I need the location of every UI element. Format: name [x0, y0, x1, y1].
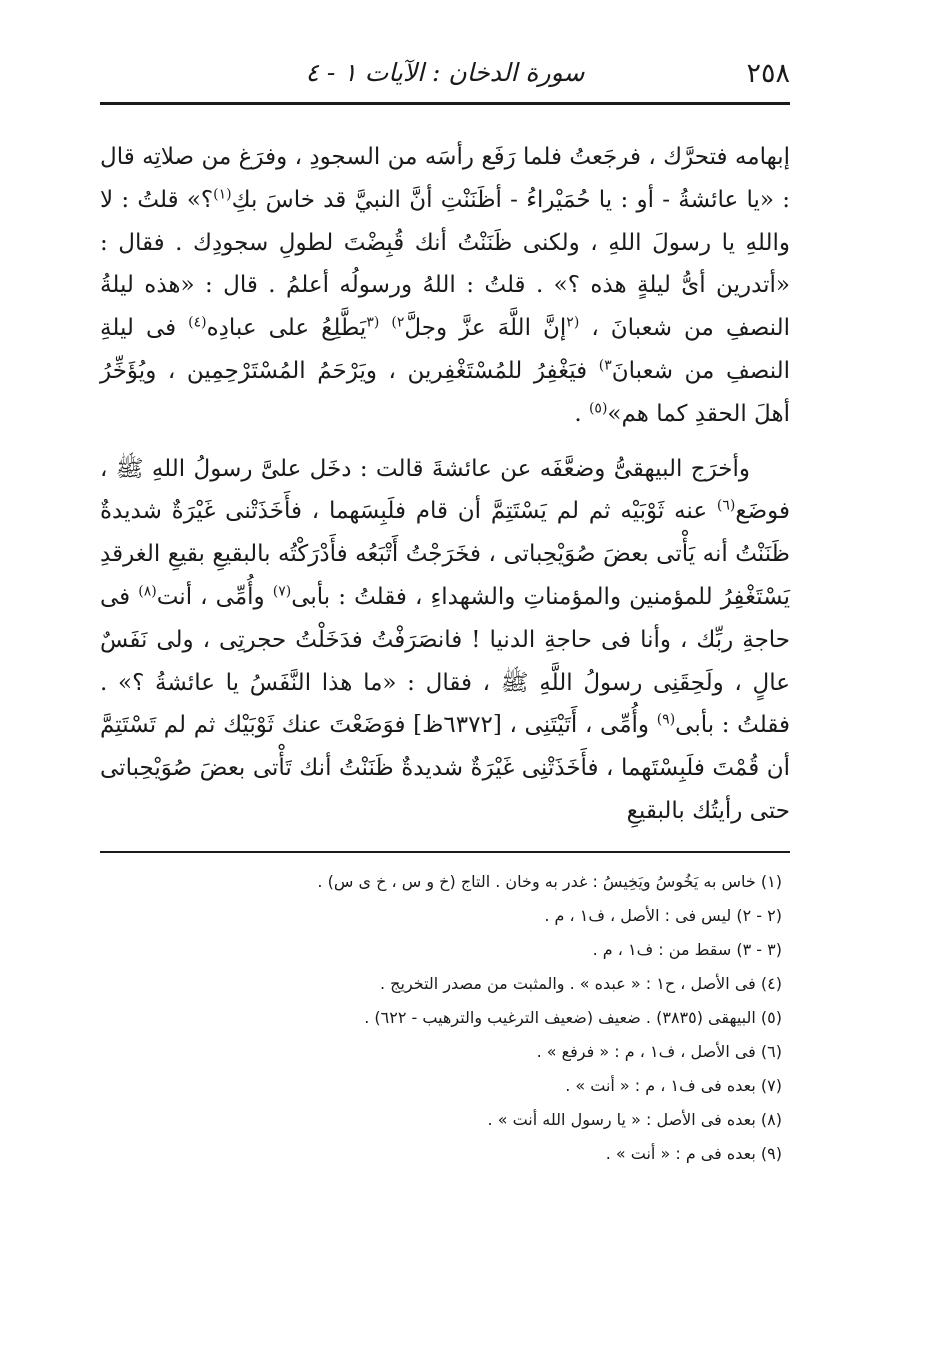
text-run: ؟» قلتُ : لا واللهِ يا: [100, 186, 791, 256]
text-run: فوضَع: [735, 498, 790, 525]
text-run: فأَخَذَتْنِى غَيْرَةٌ شديدةٌ ظَنَنْتُ أنك تَأْتى بعضَ صُوَيْحِباتى حتى رأيتُك بالبقيعِ: [100, 755, 790, 824]
footnote-marker: ٣): [598, 357, 612, 374]
text-run: وأنا فى حاجةِ الدنيا ! فانصَرَفْتُ فدَخَلْتُ حجرتِى ، ولى نَفَسٌ عالٍ ، ولَحِقَنِى: [100, 626, 790, 696]
text-run: يَأْتى بعضَ صُوَيْحِباتى ، فخَرَجْتُ أَتْبَعُه فأَدْرَكْتُه بالبقيعِ بقيعِ الغرقدِ يَسْتَغْفِرُ: [100, 541, 790, 610]
text-run: .: [574, 400, 582, 427]
text-run: وأخرَج البيهقىُّ وضعَّفَه عن عائشةَ قالت : دخَل علىَّ رسولُ اللهِ ﷺ ،: [100, 455, 750, 482]
text-run: للمؤمنين والمؤمناتِ والشهداءِ ، فقلتُ : بأبى: [291, 583, 713, 610]
text-run: إنَّ اللَّهَ: [497, 315, 567, 342]
text-run: رسولَ اللهِ ، ولكنى ظَنَنْتُ أنك قُبِضْتَ لطولِ سجودِك . فقال : «أتدرين أىُّ ليلةٍ: [100, 229, 791, 299]
text-run: فيَغْفِرُ للمُسْتَغْفِرين ،: [388, 357, 588, 384]
running-header: [100, 50, 790, 102]
text-run: ويَرْحَمُ المُسْتَرْحِمِين ، ويُؤَخِّرُ أهلَ الحقدِ كما هم»: [100, 357, 790, 427]
footnote-marker: (٥): [588, 400, 608, 417]
text-run: وأُمِّى ،: [584, 712, 650, 739]
footnote-marker: (٣: [366, 314, 380, 331]
footnote: (١) خاس به يَخُوسُ ويَخِيسُ : غدر به وخان . التاج (خ و س ، خ ى س) .: [317, 871, 782, 891]
text-run: فى حاجةِ ربِّك ،: [100, 583, 791, 653]
text-run: رسولُ اللَّهِ ﷺ ، فقال : «ما هذا النَّفَسُ يا عائشةُ ؟» . فقلتُ : بأبى: [100, 669, 791, 739]
paragraph: [100, 448, 790, 833]
footnote: (٦) فى الأصل ، ف١ ، م : « فرفع » .: [536, 1041, 782, 1061]
footnote: (٤) فى الأصل ، ح١ : « عبده » . والمثبت من مصدر التخريج .: [379, 973, 782, 993]
text-run: فى ليلةِ النصفِ من شعبانَ: [100, 315, 791, 384]
running-title: سورة الدخان : الآيات ١ - ٤: [305, 58, 585, 87]
text-run: وأُمِّى ، أنت: [156, 583, 265, 610]
footnote-marker: (١): [213, 186, 232, 203]
text-run: عائشةُ - أو : يا حُمَيْراءُ - أظَنَنْتِ أنَّ النبيَّ قد خاسَ بكِ: [231, 186, 739, 213]
footnote-marker: (٦): [716, 497, 736, 514]
book-page: [100, 50, 790, 1171]
footnote-marker: (٨): [138, 583, 157, 600]
footnote: (٧) بعده فى ف١ ، م : « أنت » .: [565, 1075, 782, 1095]
footnote: (٣ - ٣) سقط من : ف١ ، م .: [592, 939, 782, 959]
footnote-marker: (٩): [656, 711, 676, 728]
text-run: عنه ثَوْبَيْه ثم لم يَسْتَتِمَّ أن قام فلَبِسَهما ، فأَخَذَتْنى غَيْرَةٌ شديدةٌ ظَنَنْتُ أنه: [100, 498, 790, 568]
footnote: (٩) بعده فى م : « أنت » .: [605, 1143, 782, 1163]
footnote: (٢ - ٢) ليس فى : الأصل ، ف١ ، م .: [544, 905, 782, 925]
main-text: [100, 136, 790, 833]
footnotes-list: [100, 865, 790, 1171]
page-number: ٢٥٨: [746, 58, 790, 89]
footnote-rule: [100, 851, 790, 853]
text-run: هذه ؟» . قلتُ : اللهُ ورسولُه أعلمُ . قال : «هذه ليلةُ النصفِ من شعبانَ ،: [100, 272, 791, 342]
footnote-marker: (٤): [188, 314, 207, 331]
text-run: إبهامه فتحرَّك ، فرجَعتُ فلما رَفَع رأسَه من السجودِ ، وفرَغ من صلاتِه قال : «يا: [100, 144, 791, 213]
text-run: عزَّ وجلَّ: [404, 315, 486, 342]
footnote-marker: ٢): [391, 314, 405, 331]
footnote: (٥) البيهقى (٣٨٣٥) . ضعيف (ضعيف الترغيب والترهيب - ٦٢٢) .: [364, 1007, 782, 1027]
paragraph: [100, 136, 790, 436]
text-run: أَتَيْتَنِى ، [٦٣٧٢ظ] فوَضَعْتَ عنك ثَوْبَيْك ثم لم تَسْتَتِمَّ أن قُمْتَ فلَبِسْتَهما ،: [100, 712, 790, 782]
footnote-marker: (٢: [566, 314, 580, 331]
header-rule: [100, 102, 790, 105]
footnote-marker: (٧): [272, 583, 292, 600]
footnote: (٨) بعده فى الأصل : « يا رسول الله أنت » .: [487, 1109, 782, 1129]
text-run: يَطَّلِعُ على عبادِه: [206, 315, 367, 342]
